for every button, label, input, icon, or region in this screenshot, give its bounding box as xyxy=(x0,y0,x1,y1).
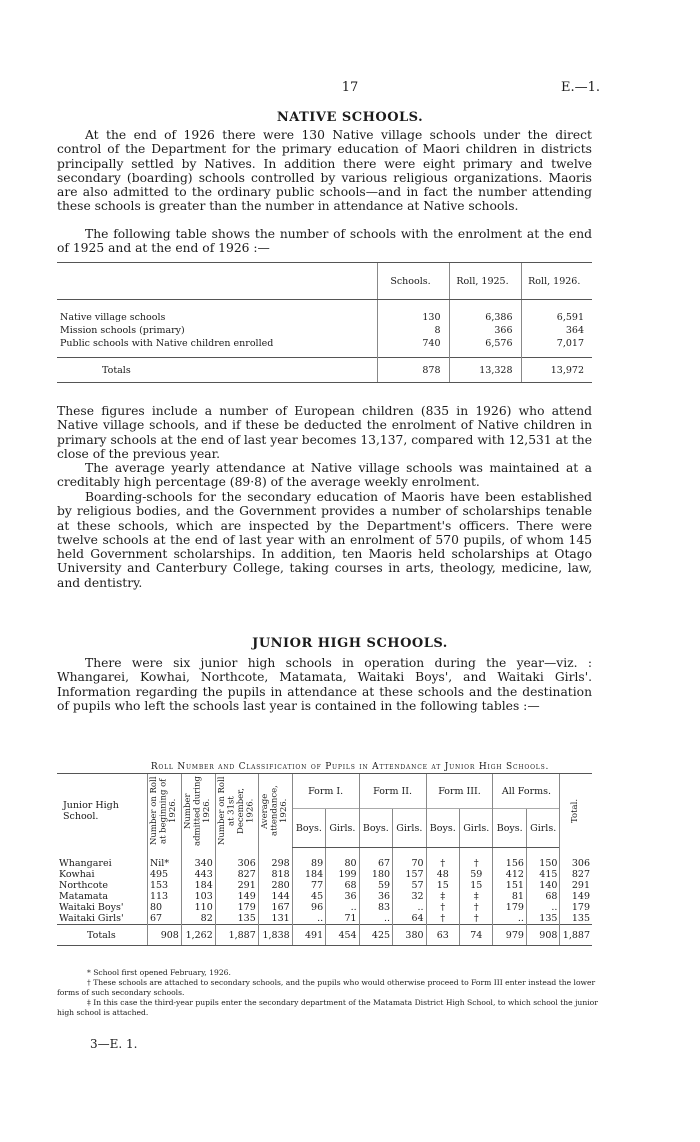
header-girls: Girls. xyxy=(326,809,359,848)
table-cell: 491 xyxy=(292,925,325,946)
table-cell: 1,838 xyxy=(258,925,292,946)
table-cell: .. xyxy=(393,902,426,913)
table-cell: 1,887 xyxy=(215,925,258,946)
footnote: * School first opened February, 1926. xyxy=(87,968,231,977)
table-cell: 149 xyxy=(560,891,592,902)
header-form-2: Form II. xyxy=(359,774,426,809)
table-cell: 135 xyxy=(215,913,258,925)
table-cell: 180 xyxy=(359,869,392,880)
table-cell: 495 xyxy=(147,869,181,880)
footnote: ‡ In this case the third-year pupils enter the secondary department of the Matamata District High School, to which school the junior high school is attached. xyxy=(57,998,598,1017)
header-boys: Boys. xyxy=(426,809,459,848)
totals-label: Totals xyxy=(57,925,147,946)
table-cell: 67 xyxy=(147,913,181,925)
header-total: Total. xyxy=(560,774,592,848)
table-cell: 80 xyxy=(326,848,359,870)
cell-schools: 130 xyxy=(377,300,449,325)
school-name: Waitaki Boys' xyxy=(59,902,124,913)
table-cell: 82 xyxy=(181,913,215,925)
table-cell: 81 xyxy=(493,891,526,902)
table-cell: 89 xyxy=(292,848,325,870)
table-row xyxy=(57,848,592,870)
table-row xyxy=(57,324,592,337)
table-cell: 340 xyxy=(181,848,215,870)
header-label-cell xyxy=(57,263,377,300)
cell-roll-1926: 6,591 xyxy=(521,300,592,325)
table-cell: 298 xyxy=(258,848,292,870)
row-label: Public schools with Native children enrolled xyxy=(60,338,274,349)
table-cell: .. xyxy=(292,913,325,925)
school-name: Whangarei xyxy=(59,857,112,869)
table-header-row xyxy=(57,774,592,809)
table-cell: 68 xyxy=(526,891,559,902)
totals-row xyxy=(57,358,592,383)
table-cell: 306 xyxy=(560,848,592,870)
native-paragraph-2: The following table shows the number of schools with the enrolment at the end of 1925 and at the end of 1926 :— xyxy=(57,227,592,256)
header-roll-end: Number on Roll at 31st December, 1926. xyxy=(215,774,258,848)
cell-schools: 8 xyxy=(377,324,449,337)
header-girls: Girls. xyxy=(526,809,559,848)
table-cell: .. xyxy=(493,913,526,925)
table-cell: 179 xyxy=(560,902,592,913)
header-roll-1926: Roll, 1926. xyxy=(521,263,592,300)
table-cell: .. xyxy=(526,902,559,913)
table-cell: Nil* xyxy=(147,848,181,870)
table-cell: 818 xyxy=(258,869,292,880)
table-cell: ‡ xyxy=(426,891,459,902)
table-cell: 199 xyxy=(326,869,359,880)
native-paragraph-5: Boarding-schools for the secondary education of Maoris have been established by religious bodies, and the Government provides a number of scholarships tenable at these schools, which are inspected by the Department's officers. There were twelve schools at the end of last year with an enrolment of 570 pupils, of whom 145 held Government scholarships. In addition, ten Maoris held scholarships at Otago University and Canterbury College, taking courses in arts, theology, medicine, law, and dentistry. xyxy=(57,490,592,590)
table-cell: 103 xyxy=(181,891,215,902)
table-cell: 135 xyxy=(526,913,559,925)
table-cell: 80 xyxy=(147,902,181,913)
header-schools: Schools. xyxy=(377,263,449,300)
table-cell: 57 xyxy=(393,880,426,891)
table-cell: 306 xyxy=(215,848,258,870)
totals-row xyxy=(57,925,592,946)
junior-high-table xyxy=(57,773,592,946)
table-cell: 77 xyxy=(292,880,325,891)
native-schools-heading: NATIVE SCHOOLS. xyxy=(276,110,424,125)
school-name: Kowhai xyxy=(59,869,95,880)
table-cell: † xyxy=(460,913,493,925)
table-cell: ‡ xyxy=(460,891,493,902)
page-number: 17 xyxy=(341,80,359,95)
table-cell: 380 xyxy=(393,925,426,946)
school-name: Waitaki Girls' xyxy=(59,913,124,924)
table-cell: 15 xyxy=(426,880,459,891)
table-cell: 131 xyxy=(258,913,292,925)
total-roll-1926: 13,972 xyxy=(521,358,592,383)
table-cell: 150 xyxy=(526,848,559,870)
table-cell: 32 xyxy=(393,891,426,902)
table-cell: 59 xyxy=(460,869,493,880)
table-cell: 827 xyxy=(215,869,258,880)
table-cell: 425 xyxy=(359,925,392,946)
table-cell: 1,887 xyxy=(560,925,592,946)
table-cell: 179 xyxy=(215,902,258,913)
table-cell: 110 xyxy=(181,902,215,913)
cell-roll-1926: 364 xyxy=(521,324,592,337)
table-cell: 908 xyxy=(147,925,181,946)
header-roll-begin: Number on Roll at beginning of 1926. xyxy=(147,774,181,848)
table-row xyxy=(57,891,592,902)
table-cell: 96 xyxy=(292,902,325,913)
table-cell: 1,262 xyxy=(181,925,215,946)
table-cell: 36 xyxy=(326,891,359,902)
table-cell: † xyxy=(426,848,459,870)
table-cell: 63 xyxy=(426,925,459,946)
header-roll-1925: Roll, 1925. xyxy=(449,263,521,300)
table-cell: 443 xyxy=(181,869,215,880)
totals-label: Totals xyxy=(57,358,377,383)
table-cell: 74 xyxy=(460,925,493,946)
table-cell: 167 xyxy=(258,902,292,913)
table-cell: 454 xyxy=(326,925,359,946)
table-cell: 70 xyxy=(393,848,426,870)
table-cell: 67 xyxy=(359,848,392,870)
table-cell: 412 xyxy=(493,869,526,880)
table-cell: .. xyxy=(359,913,392,925)
cell-roll-1925: 6,386 xyxy=(449,300,521,325)
table-row xyxy=(57,869,592,880)
table-row xyxy=(57,880,592,891)
table-header-row xyxy=(57,263,592,300)
table-cell: 83 xyxy=(359,902,392,913)
header-school: Junior High School. xyxy=(57,774,147,848)
table-cell: 64 xyxy=(393,913,426,925)
table-cell: † xyxy=(426,913,459,925)
table-cell: 908 xyxy=(526,925,559,946)
table-cell: 184 xyxy=(181,880,215,891)
table-cell: 71 xyxy=(326,913,359,925)
table-row xyxy=(57,913,592,925)
table-cell: 179 xyxy=(493,902,526,913)
school-name: Matamata xyxy=(59,891,109,902)
table-cell: † xyxy=(460,848,493,870)
cell-schools: 740 xyxy=(377,337,449,358)
table-cell: 291 xyxy=(560,880,592,891)
table-cell: 68 xyxy=(326,880,359,891)
row-label: Mission schools (primary) xyxy=(60,325,185,336)
table-cell: 280 xyxy=(258,880,292,891)
table-row xyxy=(57,902,592,913)
header-boys: Boys. xyxy=(493,809,526,848)
table-cell: 149 xyxy=(215,891,258,902)
table-cell: † xyxy=(426,902,459,913)
header-admitted: Number admitted during 1926. xyxy=(181,774,215,848)
header-girls: Girls. xyxy=(460,809,493,848)
total-schools: 878 xyxy=(377,358,449,383)
header-form-1: Form I. xyxy=(292,774,359,809)
row-label: Native village schools xyxy=(60,312,166,323)
cell-roll-1926: 7,017 xyxy=(521,337,592,358)
cell-roll-1925: 366 xyxy=(449,324,521,337)
header-form-3: Form III. xyxy=(426,774,493,809)
table-cell: 157 xyxy=(393,869,426,880)
header-average: Average attendance, 1926. xyxy=(258,774,292,848)
table-cell: 979 xyxy=(493,925,526,946)
table-cell: 144 xyxy=(258,891,292,902)
table-cell: 36 xyxy=(359,891,392,902)
table-cell: 113 xyxy=(147,891,181,902)
table-cell: 48 xyxy=(426,869,459,880)
footnotes xyxy=(57,968,612,1018)
header-boys: Boys. xyxy=(359,809,392,848)
table-cell: 827 xyxy=(560,869,592,880)
table-cell: 45 xyxy=(292,891,325,902)
native-paragraph-4: The average yearly attendance at Native village schools was maintained at a creditably high percentage (89·8) of the average weekly enrolment. xyxy=(57,461,592,490)
page-reference: E.—1. xyxy=(560,80,600,95)
table-row xyxy=(57,300,592,325)
cell-roll-1925: 6,576 xyxy=(449,337,521,358)
junior-table-caption: Roll Number and Classification of Pupils in Attendance at Junior High Schools. xyxy=(150,762,550,772)
table-cell: .. xyxy=(326,902,359,913)
native-paragraph-1: At the end of 1926 there were 130 Native village schools under the direct control of the Department for the primary education of Maori children in districts principally settled by Natives. In addition there were eight primary and twelve secondary (boarding) schools controlled by various religious organizations. Maoris are also admitted to the ordinary public schools—and in fact the number attending these schools is greater than the number in attendance at Native schools. xyxy=(57,128,592,214)
table-cell: 415 xyxy=(526,869,559,880)
table-cell: 184 xyxy=(292,869,325,880)
signature-mark: 3—E. 1. xyxy=(90,1037,138,1051)
native-paragraph-3: These figures include a number of European children (835 in 1926) who attend Native village schools, and if these be deducted the enrolment of Native children in primary schools at the end of last year becomes 13,137, compared with 12,531 at the close of the previous year. xyxy=(57,404,592,461)
school-name: Northcote xyxy=(59,880,108,891)
footnote: † These schools are attached to secondary schools, and the pupils who would otherwise proceed to Form III enter instead the lower forms of such secondary schools. xyxy=(57,978,596,997)
table-cell: 153 xyxy=(147,880,181,891)
native-schools-table xyxy=(57,262,592,383)
table-cell: 151 xyxy=(493,880,526,891)
junior-high-heading: JUNIOR HIGH SCHOOLS. xyxy=(252,636,448,651)
header-girls: Girls. xyxy=(393,809,426,848)
header-all-forms: All Forms. xyxy=(493,774,560,809)
table-cell: 291 xyxy=(215,880,258,891)
junior-paragraph-1: There were six junior high schools in operation during the year—viz. : Whangarei, Kowhai, Northcote, Matamata, Waitaki Boys', and Waitaki Girls'. Information regarding the pupils in attendance at these schools and the destination of pupils who left the schools last year is contained in the following tables :— xyxy=(57,656,592,713)
table-cell: 135 xyxy=(560,913,592,925)
table-cell: † xyxy=(460,902,493,913)
total-roll-1925: 13,328 xyxy=(449,358,521,383)
table-cell: 140 xyxy=(526,880,559,891)
header-boys: Boys. xyxy=(292,809,325,848)
table-cell: 59 xyxy=(359,880,392,891)
table-cell: 156 xyxy=(493,848,526,870)
table-cell: 15 xyxy=(460,880,493,891)
table-row xyxy=(57,337,592,358)
